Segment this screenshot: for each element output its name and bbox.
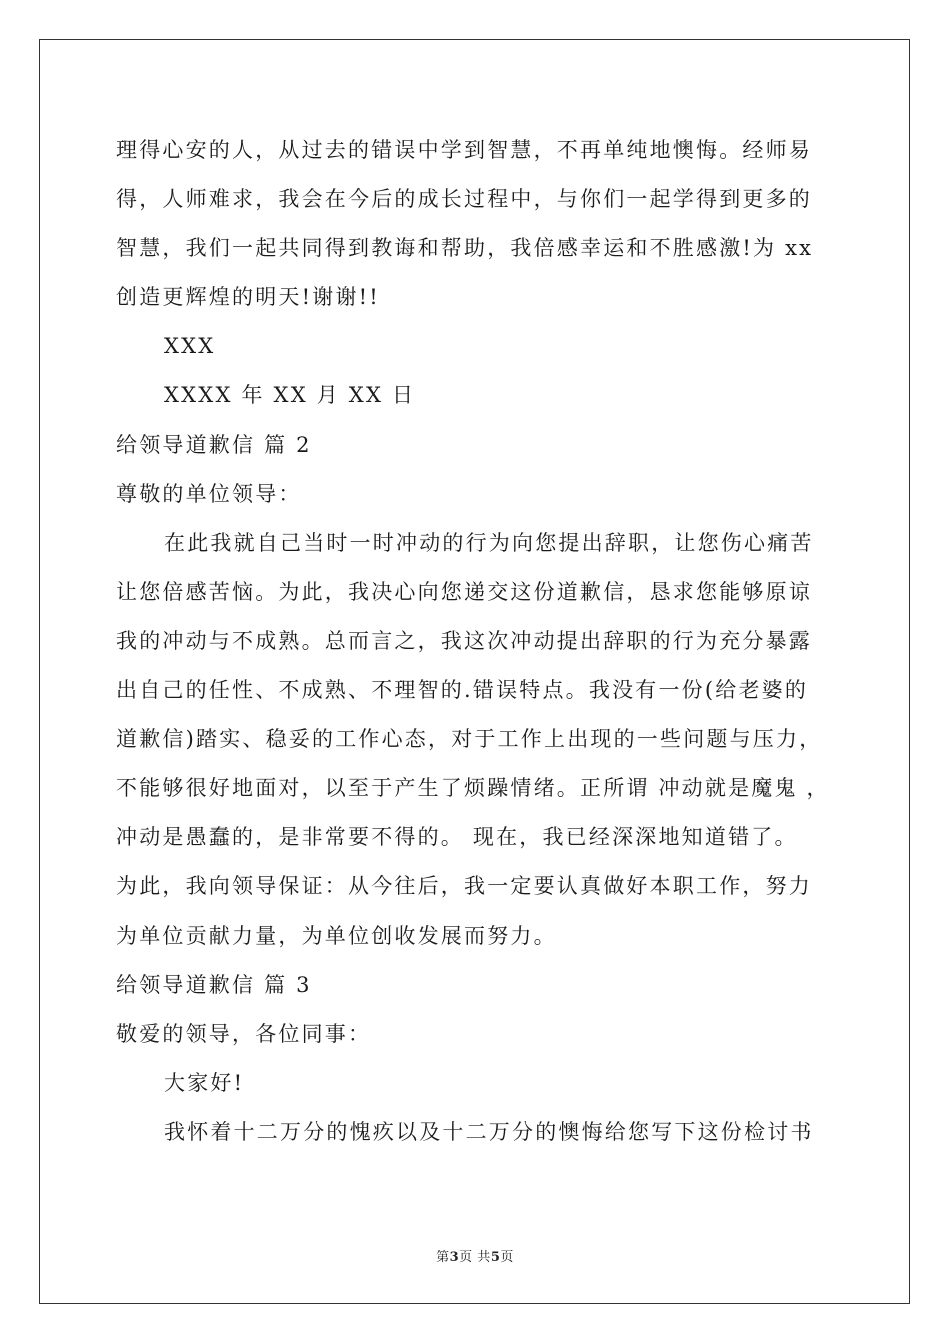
page-footer xyxy=(0,1246,950,1265)
text-line: 冲动是愚蠢的，是非常要不得的。 现在，我已经深深地知道错了。 xyxy=(116,825,798,850)
text-line: 在此我就自己当时一时冲动的行为向您提出辞职，让您伤心痛苦 xyxy=(164,530,814,555)
section-heading: 给领导道歉信 篇 2 xyxy=(116,432,312,457)
text-line: 我的冲动与不成熟。总而言之，我这次冲动提出辞职的行为充分暴露 xyxy=(116,628,812,653)
text-line: 我怀着十二万分的愧疚以及十二万分的懊悔给您写下这份检讨书 xyxy=(164,1119,814,1144)
salutation: 尊敬的单位领导： xyxy=(116,481,302,506)
text-line: 智慧，我们一起共同得到教诲和帮助，我倍感幸运和不胜感激!为 xx xyxy=(116,236,814,261)
document-body xyxy=(116,126,842,1157)
current-page-number: 3 xyxy=(449,1250,460,1265)
text-line: 为单位贡献力量，为单位创收发展而努力。 xyxy=(116,923,557,948)
text-line: 出自己的任性、不成熟、不理智的.错误特点。我没有一份(给老婆的 xyxy=(116,678,809,703)
greeting: 大家好! xyxy=(164,1070,245,1095)
salutation: 敬爱的领导，各位同事： xyxy=(116,1021,372,1046)
text-line: 为此，我向领导保证：从今往后，我一定要认真做好本职工作，努力 xyxy=(116,874,812,899)
text-line: 让您倍感苦恼。为此，我决心向您递交这份道歉信，恳求您能够原谅 xyxy=(116,579,812,604)
footer-prefix: 第 xyxy=(436,1250,450,1265)
text-line: 不能够很好地面对，以至于产生了烦躁情绪。正所谓 冲动就是魔鬼 ， xyxy=(116,776,830,801)
footer-middle: 页 共 xyxy=(459,1250,491,1265)
signature-name: XXX xyxy=(164,334,216,359)
signature-date: XXXX 年 XX 月 XX 日 xyxy=(164,383,416,408)
text-line: 道歉信)踏实、稳妥的工作心态，对于工作上出现的一些问题与压力， xyxy=(116,727,823,752)
text-line: 理得心安的人，从过去的错误中学到智慧，不再单纯地懊悔。经师易 xyxy=(116,138,812,162)
total-pages-number: 5 xyxy=(490,1250,501,1265)
section-heading: 给领导道歉信 篇 3 xyxy=(116,972,312,997)
text-line: 创造更辉煌的明天!谢谢!! xyxy=(116,285,380,310)
footer-suffix: 页 xyxy=(500,1250,514,1265)
text-line: 得，人师难求，我会在今后的成长过程中，与你们一起学得到更多的 xyxy=(116,187,812,212)
